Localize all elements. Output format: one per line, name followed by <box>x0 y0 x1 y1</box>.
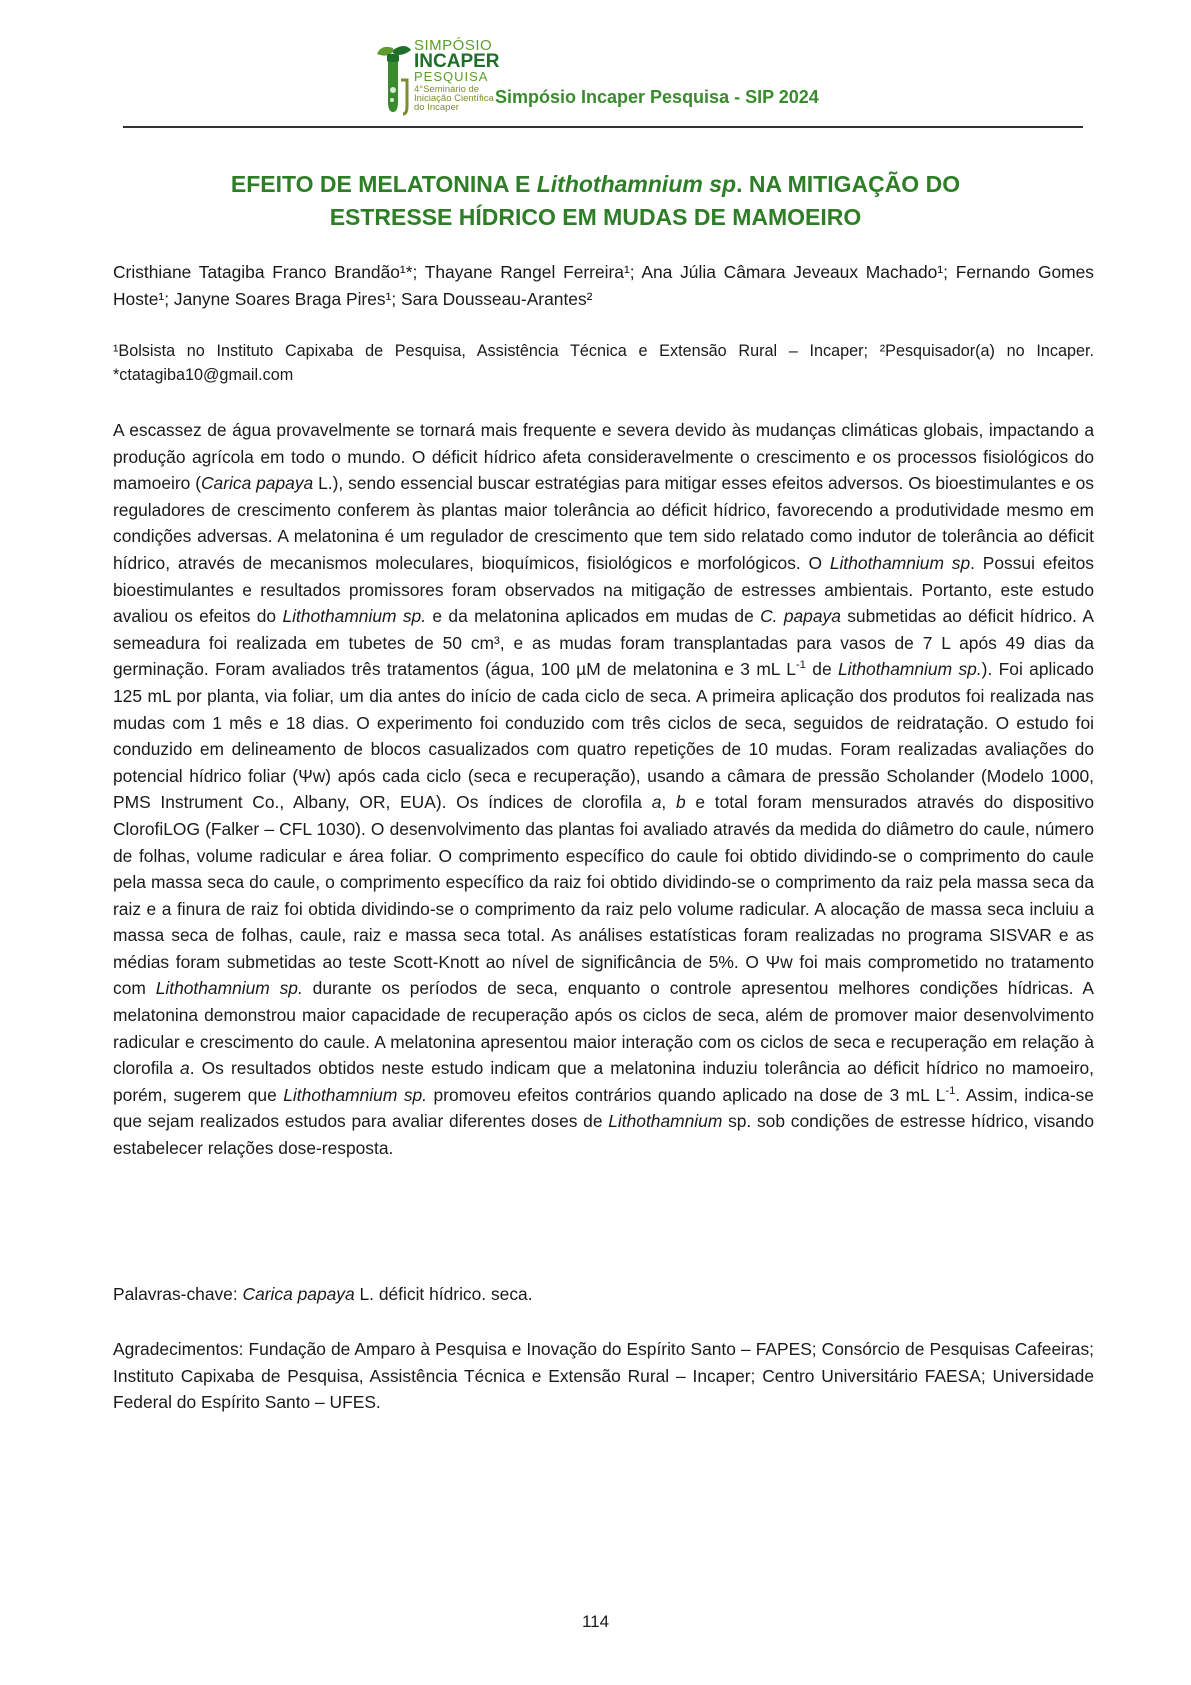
abstract <box>113 417 1094 1162</box>
page-number: 114 <box>581 1612 610 1631</box>
affiliation: ¹Bolsista no Instituto Capixaba de Pesquisa, Assistência Técnica e Extensão Rural – Incaper; ²Pesquisador(a) no Incaper. *ctatagiba10@gmail.com <box>113 342 1094 384</box>
paper-title-line2: ESTRESSE HÍDRICO EM MUDAS DE MAMOEIRO <box>329 204 862 230</box>
logo-pesquisa-text: PESQUISA <box>414 69 489 84</box>
paper-title <box>100 168 1091 234</box>
header-divider <box>123 126 1083 128</box>
paper-title-line1: EFEITO DE MELATONINA E Lithothamnium sp. NA MITIGAÇÃO DO <box>230 171 961 197</box>
logo-simposio-text: SIMPÓSIO <box>414 37 493 54</box>
abstract-paragraph: A escassez de água provavelmente se tornará mais frequente e severa devido às mudanças climáticas globais, impactando a produção agrícola em todo o mundo. O déficit hídrico afeta consideravelmente o crescimento e os processos fisiológicos do mamoeiro (Carica papaya L.), sendo essencial buscar estratégias para mitigar esses efeitos adversos. Os bioestimulantes e os reguladores de crescimento conferem às plantas maior tolerância ao déficit hídrico, favorecendo a produtividade mesmo em condições adversas. A melatonina é um regulador de crescimento que tem sido relatado como indutor de tolerância ao déficit hídrico, através de mecanismos moleculares, bioquímicos, fisiológicos e morfológicos. O Lithothamnium sp. Possui efeitos bioestimulantes e resultados promissores foram observados na mitigação de estresses ambientais. Portanto, este estudo avaliou os efeitos do Lithothamnium sp. e da melatonina aplicados em mudas de C. papaya submetidas ao déficit hídrico. A semeadura foi realizada em tubetes de 50 cm³, e as mudas foram transplantadas para vasos de 7 L após 49 dias da germinação. Foram avaliados três tratamentos (água, 100 µM de melatonina e 3 mL $L^{-1}$ de Lithothamnium sp.). Foi aplicado 125 mL por planta, via foliar, um dia antes do início de cada ciclo de seca. A primeira aplicação dos produtos foi realizada nas mudas com 1 mês e 18 dias. O experimento foi conduzido com três ciclos de seca, seguidos de reidratação. O estudo foi conduzido em delineamento de blocos casualizados com quatro repetições de 10 mudas. Foram realizadas avaliações do potencial hídrico foliar (Ψw) após cada ciclo (seca e recuperação), usando a câmara de pressão Scholander (Modelo 1000, PMS Instrument Co., Albany, OR, EUA). Os índices de clorofila a, b e total foram mensurados através do dispositivo ClorofiLOG (Falker – CFL 1030). O desenvolvimento das plantas foi avaliado através da medida do diâmetro do caule, número de folhas, volume radicular e área foliar. O comprimento específico do caule foi obtido dividindo-se o comprimento do caule pela massa seca do caule, o comprimento específico da raiz foi obtido dividindo-se o comprimento da raiz pela massa seca da raiz e a finura de raiz foi obtida dividindo-se o comprimento da raiz pelo volume radicular. A alocação de massa seca incluiu a massa seca de folhas, caule, raiz e massa seca total. As análises estatísticas foram realizadas no programa SISVAR e as médias foram submetidas ao teste Scott-Knott ao nível de significância de 5%. O Ψw foi mais comprometido no tratamento com Lithothamnium sp. durante os períodos de seca, enquanto o controle apresentou melhores condições hídricas. A melatonina demonstrou maior capacidade de recuperação após os ciclos de seca, além de promover maior desenvolvimento radicular e crescimento do caule. A melatonina apresentou maior interação com os ciclos de seca e recuperação em relação à clorofila a. Os resultados obtidos neste estudo indicam que a melatonina induziu tolerância ao déficit hídrico no mamoeiro, porém, sugerem que Lithothamnium sp. promoveu efeitos contrários quando aplicado na dose de 3 mL $L^{-1}$. Assim, indica-se que sejam realizados estudos para avaliar diferentes doses de Lithothamnium sp. sob condições de estresse hídrico, visando estabelecer relações dose-resposta. <box>113 420 1095 1159</box>
logo-seminario-line2: Iniciação Científica <box>414 93 494 104</box>
keywords: Palavras-chave: Carica papaya L. déficit hídrico. seca. <box>113 1284 533 1304</box>
logo-incaper-text: INCAPER <box>414 51 500 72</box>
authors: Cristhiane Tatagiba Franco Brandão¹*; Thayane Rangel Ferreira¹; Ana Júlia Câmara Jeveaux Machado¹; Fernando Gomes Hoste¹; Janyne Soares Braga Pires¹; Sara Dousseau-Arantes² <box>113 262 1094 309</box>
plant-flask-icon <box>373 40 413 120</box>
logo-seminario-line1: 4°Seminário de <box>414 84 480 95</box>
acknowledgements: Agradecimentos: Fundação de Amparo à Pesquisa e Inovação do Espírito Santo – FAPES; Consórcio de Pesquisas Cafeeiras; Instituto Capixaba de Pesquisa, Assistência Técnica e Extensão Rural – Incaper; Centro Universitário FAESA; Universidade Federal do Espírito Santo – UFES. <box>113 1339 1094 1413</box>
page-header <box>123 32 1083 128</box>
logo-seminario-line3: do Incaper <box>414 102 459 113</box>
header-title: Simpósio Incaper Pesquisa - SIP 2024 <box>495 87 819 107</box>
